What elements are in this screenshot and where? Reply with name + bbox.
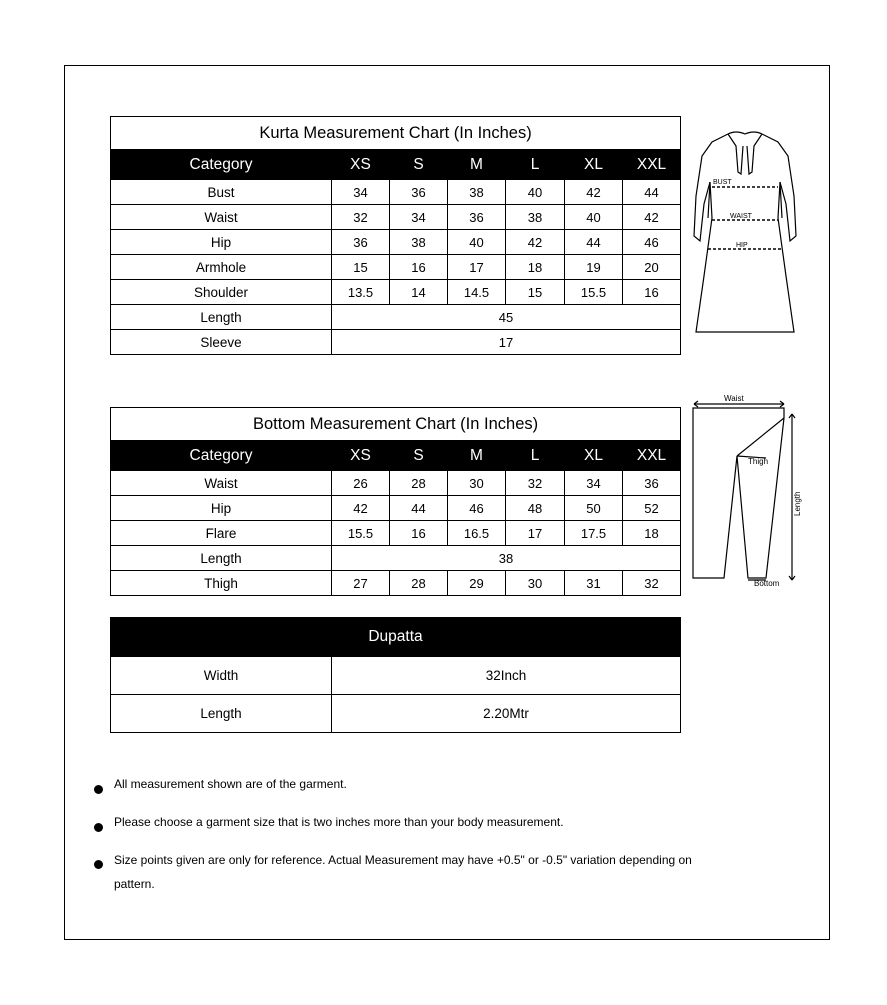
column-header: XS bbox=[332, 441, 390, 471]
kurta-measurement-table bbox=[110, 116, 681, 355]
row-value: 36 bbox=[623, 471, 681, 496]
notes-list bbox=[92, 772, 692, 910]
bottom-length-label: Length bbox=[793, 491, 802, 516]
row-value: 13.5 bbox=[332, 280, 390, 305]
dupatta-width-value: 32Inch bbox=[332, 657, 681, 695]
row-value: 44 bbox=[623, 180, 681, 205]
note-item bbox=[92, 810, 692, 834]
row-value: 19 bbox=[565, 255, 623, 280]
row-value: 36 bbox=[390, 180, 448, 205]
row-value: 28 bbox=[390, 571, 448, 596]
row-value: 45 bbox=[332, 305, 681, 330]
table-row bbox=[111, 521, 681, 546]
bottom-sketch-icon bbox=[688, 392, 808, 592]
row-value: 36 bbox=[448, 205, 506, 230]
column-header: XL bbox=[565, 441, 623, 471]
row-label: Thigh bbox=[111, 571, 332, 596]
row-value: 40 bbox=[448, 230, 506, 255]
bottom-waist-label: Waist bbox=[724, 394, 744, 403]
row-value: 17.5 bbox=[565, 521, 623, 546]
column-header: M bbox=[448, 441, 506, 471]
column-header: XXL bbox=[623, 441, 681, 471]
table-row bbox=[111, 280, 681, 305]
row-value: 18 bbox=[623, 521, 681, 546]
row-value: 38 bbox=[506, 205, 565, 230]
table-row bbox=[111, 496, 681, 521]
column-header: Category bbox=[111, 150, 332, 180]
note-text: Size points given are only for reference. Actual Measurement may have +0.5" or -0.5" variation depending on pattern. bbox=[114, 853, 692, 891]
bottom-bottom-label: Bottom bbox=[754, 579, 780, 588]
row-value: 15.5 bbox=[565, 280, 623, 305]
row-label: Armhole bbox=[111, 255, 332, 280]
row-label: Shoulder bbox=[111, 280, 332, 305]
row-label: Length bbox=[111, 305, 332, 330]
row-value: 20 bbox=[623, 255, 681, 280]
row-value: 38 bbox=[448, 180, 506, 205]
row-value: 31 bbox=[565, 571, 623, 596]
row-value: 52 bbox=[623, 496, 681, 521]
table-row bbox=[111, 305, 681, 330]
row-value: 16 bbox=[390, 255, 448, 280]
dupatta-length-label: Length bbox=[111, 695, 332, 733]
row-value: 30 bbox=[506, 571, 565, 596]
row-value: 42 bbox=[332, 496, 390, 521]
kurta-waist-label: WAIST bbox=[730, 213, 752, 220]
row-value: 30 bbox=[448, 471, 506, 496]
row-value: 36 bbox=[332, 230, 390, 255]
row-label: Flare bbox=[111, 521, 332, 546]
bottom-measurement-table bbox=[110, 407, 681, 596]
row-value: 42 bbox=[565, 180, 623, 205]
column-header: XXL bbox=[623, 150, 681, 180]
table-row bbox=[111, 205, 681, 230]
kurta-sketch-icon bbox=[690, 126, 800, 336]
column-header: L bbox=[506, 150, 565, 180]
column-header: M bbox=[448, 150, 506, 180]
row-value: 34 bbox=[390, 205, 448, 230]
row-value: 16.5 bbox=[448, 521, 506, 546]
row-value: 44 bbox=[565, 230, 623, 255]
row-value: 17 bbox=[332, 330, 681, 355]
row-value: 28 bbox=[390, 471, 448, 496]
row-value: 18 bbox=[506, 255, 565, 280]
note-item bbox=[92, 772, 692, 796]
row-value: 15 bbox=[332, 255, 390, 280]
note-item bbox=[92, 848, 692, 896]
column-header: L bbox=[506, 441, 565, 471]
row-value: 32 bbox=[506, 471, 565, 496]
column-header: S bbox=[390, 441, 448, 471]
table-row bbox=[111, 330, 681, 355]
kurta-hip-label: HIP bbox=[736, 242, 748, 249]
row-label: Bust bbox=[111, 180, 332, 205]
row-value: 46 bbox=[623, 230, 681, 255]
row-value: 14.5 bbox=[448, 280, 506, 305]
row-value: 32 bbox=[623, 571, 681, 596]
row-value: 44 bbox=[390, 496, 448, 521]
column-header: XL bbox=[565, 150, 623, 180]
note-text: Please choose a garment size that is two inches more than your body measurement. bbox=[114, 815, 564, 829]
table-row bbox=[111, 180, 681, 205]
dupatta-length-value: 2.20Mtr bbox=[332, 695, 681, 733]
bullet-icon bbox=[94, 785, 103, 794]
row-label: Length bbox=[111, 546, 332, 571]
row-value: 16 bbox=[390, 521, 448, 546]
row-value: 27 bbox=[332, 571, 390, 596]
row-label: Hip bbox=[111, 230, 332, 255]
bottom-chart-title: Bottom Measurement Chart (In Inches) bbox=[111, 408, 681, 441]
row-value: 40 bbox=[565, 205, 623, 230]
row-value: 34 bbox=[565, 471, 623, 496]
row-value: 17 bbox=[448, 255, 506, 280]
bullet-icon bbox=[94, 860, 103, 869]
table-row bbox=[111, 255, 681, 280]
dupatta-width-label: Width bbox=[111, 657, 332, 695]
table-row bbox=[111, 571, 681, 596]
dupatta-title: Dupatta bbox=[111, 618, 681, 657]
row-value: 32 bbox=[332, 205, 390, 230]
row-label: Waist bbox=[111, 205, 332, 230]
row-label: Sleeve bbox=[111, 330, 332, 355]
row-value: 42 bbox=[623, 205, 681, 230]
row-value: 46 bbox=[448, 496, 506, 521]
row-value: 48 bbox=[506, 496, 565, 521]
row-label: Hip bbox=[111, 496, 332, 521]
table-row bbox=[111, 230, 681, 255]
column-header: S bbox=[390, 150, 448, 180]
row-value: 16 bbox=[623, 280, 681, 305]
table-row bbox=[111, 546, 681, 571]
row-value: 50 bbox=[565, 496, 623, 521]
kurta-bust-label: BUST bbox=[713, 179, 732, 186]
row-value: 38 bbox=[390, 230, 448, 255]
bullet-icon bbox=[94, 823, 103, 832]
row-value: 29 bbox=[448, 571, 506, 596]
row-label: Waist bbox=[111, 471, 332, 496]
kurta-chart-title: Kurta Measurement Chart (In Inches) bbox=[111, 117, 681, 150]
column-header: Category bbox=[111, 441, 332, 471]
row-value: 14 bbox=[390, 280, 448, 305]
note-text: All measurement shown are of the garment. bbox=[114, 777, 347, 791]
column-header: XS bbox=[332, 150, 390, 180]
row-value: 40 bbox=[506, 180, 565, 205]
row-value: 26 bbox=[332, 471, 390, 496]
bottom-thigh-label: Thigh bbox=[748, 457, 769, 466]
row-value: 34 bbox=[332, 180, 390, 205]
row-value: 38 bbox=[332, 546, 681, 571]
row-value: 17 bbox=[506, 521, 565, 546]
dupatta-table bbox=[110, 617, 681, 733]
row-value: 15.5 bbox=[332, 521, 390, 546]
row-value: 42 bbox=[506, 230, 565, 255]
row-value: 15 bbox=[506, 280, 565, 305]
table-row bbox=[111, 471, 681, 496]
